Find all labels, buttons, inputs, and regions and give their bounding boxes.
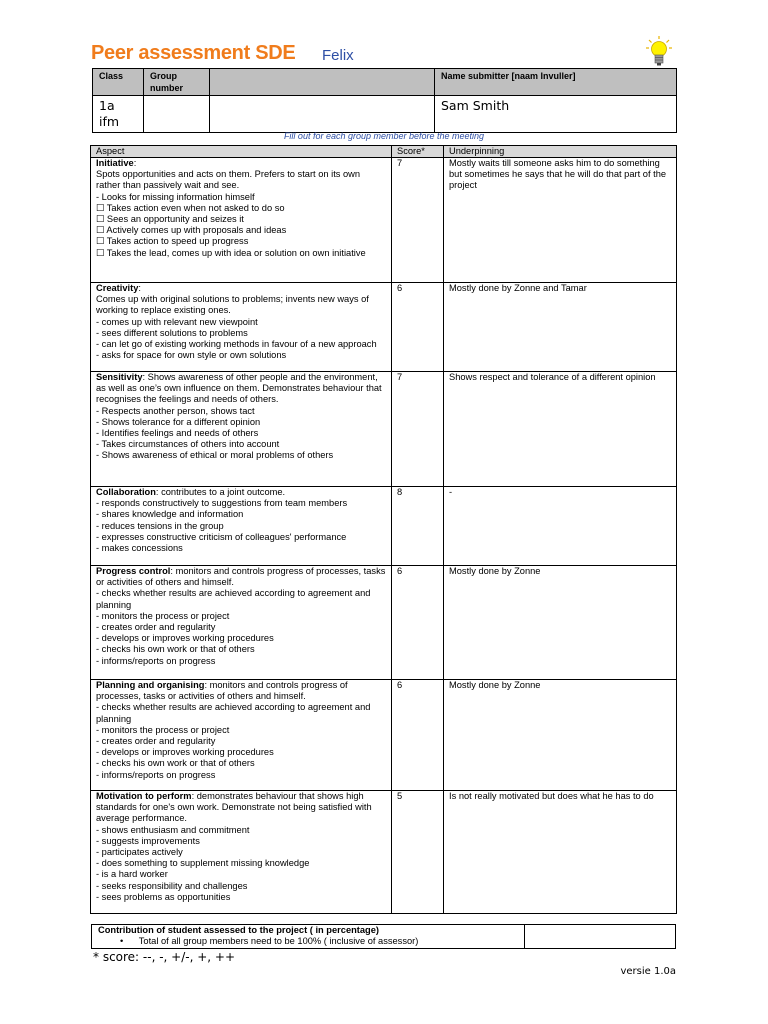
contribution-bullet-text: Total of all group members need to be 100% ( inclusive of assessor) <box>138 936 419 946</box>
aspect-criterion: - sees problems as opportunities <box>96 891 231 902</box>
underpinning-cell[interactable]: Is not really motivated but does what he has to do <box>444 791 677 914</box>
aspect-criterion: - asks for space for own style or own solutions <box>96 350 287 361</box>
aspect-criterion: - creates order and regularity <box>96 622 216 633</box>
aspect-heading <box>96 680 386 702</box>
aspect-criterion: - seeks responsibility and challenges <box>96 880 248 891</box>
score-cell[interactable]: 7 <box>392 158 444 283</box>
aspect-description: : <box>138 283 141 293</box>
underpinning-cell[interactable]: Mostly done by Zonne <box>444 680 677 791</box>
underpinning-cell[interactable]: Mostly done by Zonne <box>444 566 677 680</box>
aspect-criterion: - Shows tolerance for a different opinion <box>96 416 261 427</box>
page-title: Peer assessment SDE <box>91 42 296 64</box>
aspect-criterion: - comes up with relevant new viewpoint <box>96 316 258 327</box>
aspect-title: Motivation to perform <box>96 791 192 801</box>
aspect-title: Sensitivity <box>96 372 143 382</box>
aspect-row <box>91 372 677 487</box>
aspect-heading <box>96 158 386 169</box>
aspect-criterion: - monitors the process or project <box>96 610 230 621</box>
aspect-criterion: - makes concessions <box>96 543 183 554</box>
version-label: versie 1.0a <box>620 966 676 977</box>
aspect-criterion: - reduces tensions in the group <box>96 520 224 531</box>
aspect-cell <box>91 158 392 283</box>
aspect-row <box>91 566 677 680</box>
aspect-heading <box>96 791 386 825</box>
underpinning-cell[interactable]: - <box>444 487 677 566</box>
score-cell[interactable]: 5 <box>392 791 444 914</box>
aspect-criterion: - Identifies feelings and needs of others <box>96 428 259 439</box>
aspect-title: Collaboration <box>96 487 156 497</box>
aspect-row <box>91 283 677 372</box>
submitter-field[interactable]: Sam Smith <box>435 96 677 133</box>
contribution-label: Contribution of student assessed to the project ( in percentage) <box>98 925 379 935</box>
aspect-cell <box>91 680 392 791</box>
aspect-criterion: - shows enthusiasm and commitment <box>96 824 250 835</box>
aspect-criterion: - informs/reports on progress <box>96 769 216 780</box>
contribution-bullet: • Total of all group members need to be 100% ( inclusive of assessor) <box>120 936 419 946</box>
aspect-criterion: - checks whether results are achieved according to agreement and planning <box>96 702 371 724</box>
aspect-criterion: - informs/reports on progress <box>96 655 216 666</box>
score-cell[interactable]: 6 <box>392 566 444 680</box>
aspect-criterion: - checks his own work or that of others <box>96 644 255 655</box>
aspect-criterion: - checks his own work or that of others <box>96 758 255 769</box>
aspect-criterion: - Respects another person, shows tact <box>96 405 255 416</box>
score-cell[interactable]: 6 <box>392 283 444 372</box>
class-label: Class <box>93 69 144 96</box>
aspect-criterion: - responds constructively to suggestions from team members <box>96 498 348 509</box>
score-cell[interactable]: 6 <box>392 680 444 791</box>
aspect-description: : demonstrates behaviour that shows high standards for one's own work. Demonstrate not being satisfied with average performance. <box>96 791 372 824</box>
aspect-criterion: - Shows awareness of ethical or moral problems of others <box>96 450 334 461</box>
blank-field[interactable] <box>210 96 435 133</box>
assessment-table <box>90 145 677 914</box>
aspect-cell <box>91 283 392 372</box>
aspect-criterion: - Takes circumstances of others into account <box>96 439 280 450</box>
aspect-row <box>91 680 677 791</box>
score-cell[interactable]: 7 <box>392 372 444 487</box>
contribution-value-field[interactable] <box>525 925 676 949</box>
aspect-criterion: - can let go of existing working methods in favour of a new approach <box>96 339 377 350</box>
aspect-cell <box>91 566 392 680</box>
aspect-title: Planning and organising <box>96 680 205 690</box>
aspect-row <box>91 791 677 914</box>
aspect-criterion: ☐ Actively comes up with proposals and ideas <box>96 225 287 236</box>
underpinning-cell[interactable]: Mostly done by Zonne and Tamar <box>444 283 677 372</box>
aspect-heading <box>96 372 386 406</box>
group-number-field[interactable] <box>144 96 210 133</box>
score-key: * score: --, -, +/-, +, ++ <box>93 950 236 964</box>
aspect-row <box>91 158 677 283</box>
contribution-table <box>91 924 676 949</box>
info-table <box>92 68 677 133</box>
underpinning-cell[interactable]: Mostly waits till someone asks him to do something but sometimes he says that he will do that part of the project <box>444 158 677 283</box>
submitter-label: Name submitter [naam Invuller] <box>435 69 677 96</box>
class-value-line1: 1a <box>99 98 115 113</box>
aspect-cell <box>91 372 392 487</box>
score-cell[interactable]: 8 <box>392 487 444 566</box>
aspect-criterion: - does something to supplement missing knowledge <box>96 858 310 869</box>
aspect-criterion: - suggests improvements <box>96 835 200 846</box>
aspect-title: Creativity <box>96 283 139 293</box>
aspect-criterion: - creates order and regularity <box>96 736 216 747</box>
aspect-criterion: - develops or improves working procedures <box>96 633 274 644</box>
aspect-criterion: ☐ Takes action to speed up progress <box>96 236 249 247</box>
aspect-criterion: - Looks for missing information himself <box>96 191 255 202</box>
aspect-criterion: ☐ Takes the lead, comes up with idea or solution on own initiative <box>96 247 366 258</box>
aspect-criterion: - monitors the process or project <box>96 724 230 735</box>
aspect-cell <box>91 791 392 914</box>
lightbulb-icon <box>645 35 673 67</box>
aspect-criterion: Spots opportunities and acts on them. Prefers to start on its own rather than passively wait and see. <box>96 169 361 191</box>
aspect-description: : monitors and controls progress of processes, tasks or activities of others and himself. <box>96 566 386 588</box>
group-number-label: Group number <box>144 69 210 96</box>
aspect-description: : <box>133 158 137 168</box>
aspect-description: : Shows awareness of other people and the environment, as well as one’s own influence on them. Demonstrates behaviour that recognises the feelings and needs of others. <box>96 372 382 405</box>
aspect-description: : monitors and controls progress of processes, tasks or activities of others and himself. <box>96 680 348 702</box>
aspect-row <box>91 487 677 566</box>
aspect-criterion: ☐ Sees an opportunity and seizes it <box>96 214 244 225</box>
aspect-criterion: - sees different solutions to problems <box>96 327 248 338</box>
aspect-heading <box>96 487 386 498</box>
aspect-criterion: Comes up with original solutions to problems; invents new ways of working to replace existing ones. <box>96 294 369 316</box>
aspect-cell <box>91 487 392 566</box>
col-score-header: Score* <box>392 146 444 158</box>
aspect-criterion: - shares knowledge and information <box>96 509 244 520</box>
aspect-criterion: - expresses constructive criticism of colleagues' performance <box>96 531 347 542</box>
class-value-line2: ifm <box>99 114 120 129</box>
instruction-note: Fill out for each group member before the meeting <box>283 131 485 141</box>
aspect-criterion: - participates actively <box>96 847 183 858</box>
underpinning-cell[interactable]: Shows respect and tolerance of a different opinion <box>444 372 677 487</box>
aspect-criterion: - checks whether results are achieved according to agreement and planning <box>96 588 371 610</box>
col-aspect-header: Aspect <box>91 146 392 158</box>
aspect-title: Progress control <box>96 566 171 576</box>
aspect-description: : contributes to a joint outcome. <box>155 487 286 497</box>
assessed-student-name: Felix <box>322 47 354 64</box>
aspect-criterion: - develops or improves working procedures <box>96 747 274 758</box>
aspect-heading <box>96 566 386 588</box>
col-underpinning-header: Underpinning <box>444 146 677 158</box>
aspect-criterion: ☐ Takes action even when not asked to do so <box>96 202 285 213</box>
aspect-title: Initiative <box>96 158 134 168</box>
aspect-heading <box>96 283 386 294</box>
aspect-criterion: - is a hard worker <box>96 869 168 880</box>
class-field[interactable] <box>93 96 144 133</box>
